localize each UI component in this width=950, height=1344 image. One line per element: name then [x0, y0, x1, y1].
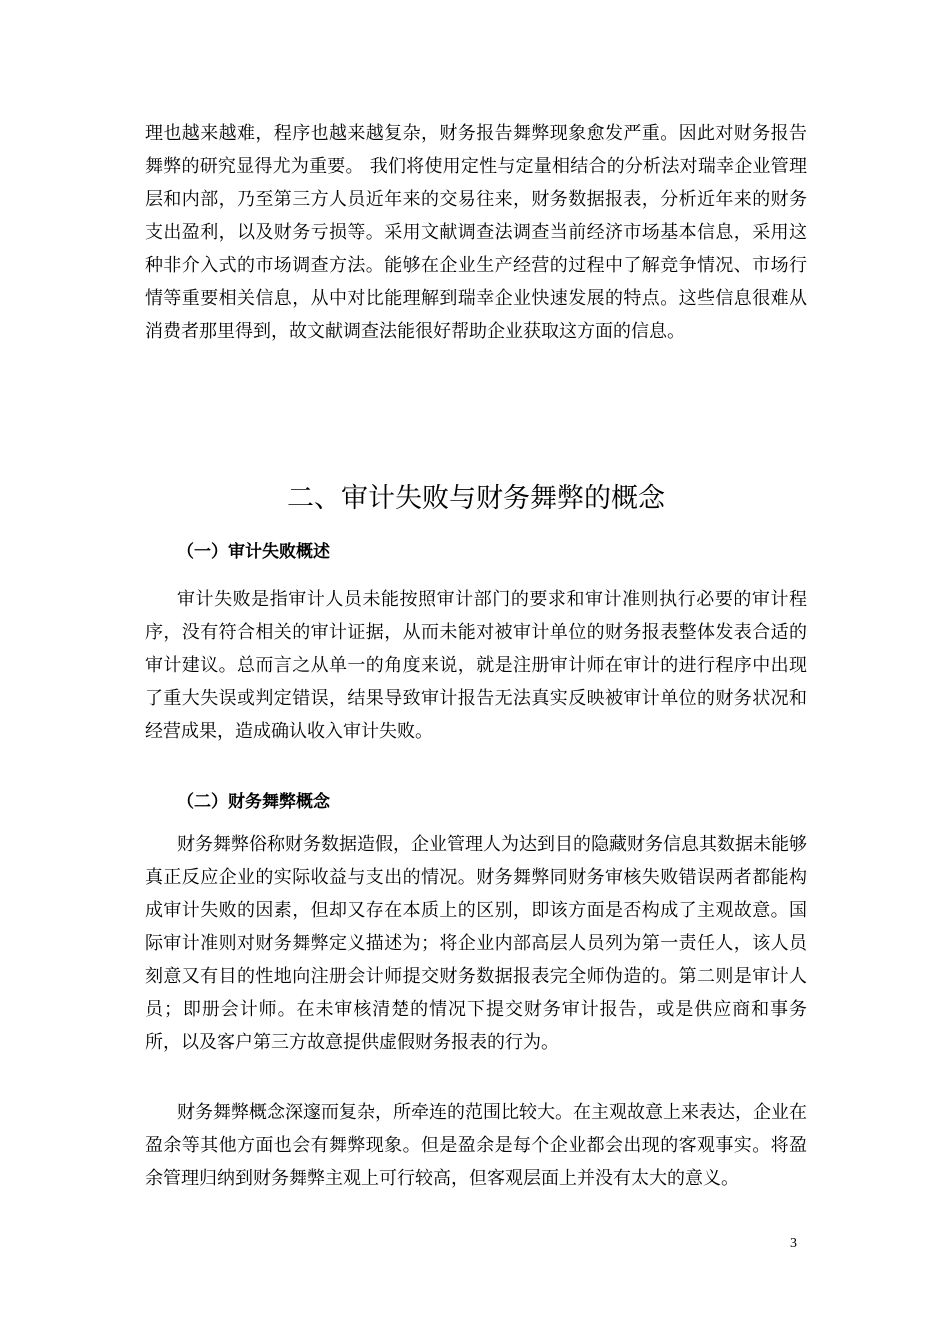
section-heading: 二、审计失败与财务舞弊的概念: [287, 483, 665, 514]
paragraph-financial-fraud-1: 财务舞弊俗称财务数据造假，企业管理人为达到目的隐藏财务信息其数据未能够真正反应企业的实际收益与支出的情况。财务舞弊同财务审核失败错误两者都能构成审计失败的因素，但却又存在本质上的区别，即该方面是否构成了主观故意。国际审计准则对财务舞弊定义描述为；将企业内部高层人员列为第一责任人，该人员刻意又有目的性地向注册会计师提交财务数据报表完全师伪造的。第二则是审计人员；即册会计师。在未审核清楚的情况下提交财务审计报告，或是供应商和事务所，以及客户第三方故意提供虚假财务报表的行为。: [145, 834, 807, 1053]
paragraph-intro: 理也越来越难，程序也越来越复杂，财务报告舞弊现象愈发严重。因此对财务报告舞弊的研究显得尤为重要。 我们将使用定性与定量相结合的分析法对瑞幸企业管理层和内部，乃至第三方人员近年来的交易往来，财务数据报表，分析近年来的财务支出盈利，以及财务亏损等。采用文献调查法调查当前经济市场基本信息，采用这种非介入式的市场调查方法。能够在企业生产经营的过程中了解竞争情况、市场行情等重要相关信息，从中对比能理解到瑞幸企业快速发展的特点。这些信息很难从消费者那里得到，故文献调查法能很好帮助企业获取这方面的信息。: [145, 123, 807, 342]
paragraph-financial-fraud-2: 财务舞弊概念深邃而复杂，所牵连的范围比较大。在主观故意上来表达，企业在盈余等其他方面也会有舞弊现象。但是盈余是每个企业都会出现的客观事实。将盈余管理归纳到财务舞弊主观上可行较高，但客观层面上并没有太大的意义。: [145, 1102, 807, 1189]
subheading-audit-failure: （一）审计失败概述: [177, 542, 330, 562]
subheading-financial-fraud: （二）财务舞弊概念: [177, 792, 330, 812]
paragraph-audit-failure: 审计失败是指审计人员未能按照审计部门的要求和审计准则执行必要的审计程序，没有符合相关的审计证据，从而未能对被审计单位的财务报表整体发表合适的审计建议。总而言之从单一的角度来说，就是注册审计师在审计的进行程序中出现了重大失误或判定错误，结果导致审计报告无法真实反映被审计单位的财务状况和经营成果，造成确认收入审计失败。: [145, 589, 807, 742]
page-number: 3: [790, 1236, 797, 1251]
